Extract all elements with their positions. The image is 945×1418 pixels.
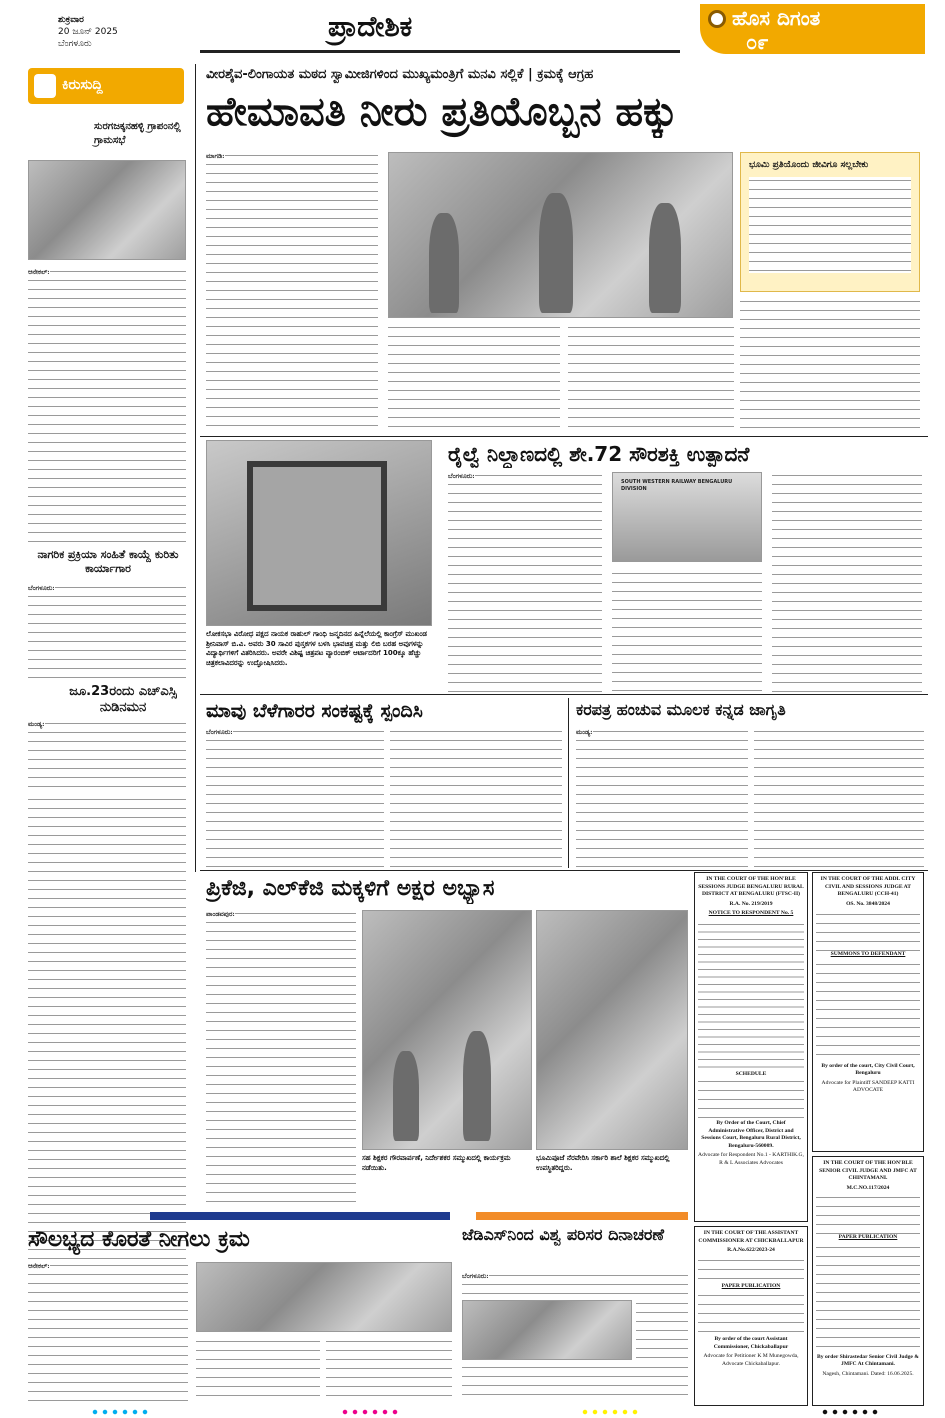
color-bar-blue	[150, 1212, 450, 1220]
railway-caption: ಲೋಕಸಭಾ ವಿರೋಧ ಪಕ್ಷದ ನಾಯಕ ರಾಹುಲ್ ಗಾಂಧಿ ಜನ್ಮದಿನದ ಹಿನ್ನೆಲೆಯಲ್ಲಿ ಕಾಂಗ್ರೆಸ್ ಮುಖಂಡ ಶ್ರೀನಿವಾಸ್ ಬಿ.ವಿ. ಅವರು 30 ಸಾವಿರ ಪುಸ್ತಕಗಳ ಬಳಸಿ ಭಾವಚಿತ್ರ ಮತ್ತು ಲಿಬಿ ಬರಹ ಅವುಗಳನ್ನು ವಿದ್ಯಾರ್ಥಿಗಳಿಗೆ ವಿತರಿಸಿದರು. ಅವರೇ ವಿಶಿಷ್ಟ ಚಿತ್ರಪಟ ವ್ಯಾರಂಬಿಕ್ ಆರ್ಟಾದರಿಗೆ 100ಕ್ಕೂ ಹೆಚ್ಚು ಚಿತ್ರಕಲಾವಿದರನ್ನು ಉದ್ಘೋಷಿಸಿದರು.	[206, 630, 427, 667]
legal1-court: IN THE COURT OF THE HON'BLE SESSIONS JUDGE BENGALURU RURAL DISTRICT AT BENGALURU (FTSC-II)	[698, 876, 804, 897]
legal1-notice: NOTICE TO RESPONDENT No. 5	[708, 910, 794, 916]
kirusuddi-column	[28, 64, 188, 794]
jds-body-top	[462, 1272, 688, 1296]
facility-photo	[196, 1262, 452, 1332]
portrait-artwork-photo	[206, 440, 432, 626]
kirusuddi-item1-body	[28, 268, 186, 542]
facility-headline: ಸೌಲಭ್ಯದ ಕೊರತೆ ನೀಗಲು ಕ್ರಮ	[28, 1227, 250, 1252]
railway-body-col1	[448, 472, 602, 692]
railway-body-col2	[612, 570, 762, 692]
color-bar-orange	[476, 1212, 688, 1220]
registration-marks	[340, 1408, 400, 1416]
logo-text: ಹೊಸ ದಿಗಂತ	[732, 6, 821, 30]
logo-emblem-icon	[708, 10, 726, 28]
legal3-advocate: Advocate for Petitioner K M Munegowda, Advocate Chickaballapur.	[703, 1353, 799, 1367]
lkg-body-col1	[206, 910, 356, 1210]
pointing-hand-icon	[34, 74, 56, 98]
kirusuddi-item3-dateline: ಮಂಡ್ಯ:	[28, 720, 45, 728]
legal2-body1	[816, 911, 920, 951]
lkg-dateline: ಪಾಂಡವಪುರ:	[206, 910, 235, 918]
railway-headline: ರೈಲ್ವೆ ನಿಲ್ದಾಣದಲ್ಲಿ ಶೇ.72 ಸೌರಶಕ್ತಿ ಉತ್ಪಾದನೆ	[448, 442, 750, 466]
divider	[200, 870, 928, 871]
legal1-case: R.A. No. 219/2019	[729, 900, 773, 907]
legal4-title: PAPER PUBLICATION	[838, 1234, 898, 1240]
lkg-photo-left	[362, 910, 532, 1150]
legal2-summons: SUMMONS TO DEFENDANT	[830, 951, 906, 957]
legal1-order: By Order of the Court, Chief Administrative Officer, District and Sessions Court, Bengaluru Rural District, Bengaluru-560009.	[701, 1120, 801, 1149]
lead-headline: ಹೇಮಾವತಿ ನೀರು ಪ್ರತಿಯೊಬ್ಬನ ಹಕ್ಕು	[206, 89, 678, 135]
legal1-advocate: Advocate for Respondent No.1 - KARTHIK.G, R & L Associates Advocates	[698, 1152, 804, 1166]
jds-headline: ಜೆಡಿಎಸ್‌ನಿಂದ ವಿಶ್ವ ಪರಿಸರ ದಿನಾಚರಣೆ	[462, 1225, 664, 1244]
pamphlet-headline: ಕರಪತ್ರ ಹಂಚುವ ಮೂಲಕ ಕನ್ನಡ ಜಾಗೃತಿ	[576, 700, 786, 719]
pamphlet-dateline: ಮಂಡ್ಯ:	[576, 728, 593, 736]
page-number: ೦೯	[746, 30, 769, 54]
registration-marks	[90, 1408, 150, 1416]
kirusuddi-label: ಕಿರುಸುದ್ದಿ	[62, 77, 103, 93]
legal4-body2	[816, 1244, 920, 1354]
legal-notice-3	[694, 1226, 808, 1406]
railway-dateline: ಬೆಂಗಳೂರು:	[448, 472, 475, 480]
kirusuddi-item2-body	[28, 584, 186, 680]
lead-photo	[388, 152, 733, 318]
masthead-city: ಬೆಂಗಳೂರು	[58, 39, 92, 49]
lead-body-col3	[568, 324, 734, 432]
legal4-advocate: Nagesh, Chintamani. Dated: 16.06.2025.	[822, 1370, 914, 1377]
legal2-body2	[816, 961, 920, 1061]
facility-dateline: ಆನೇಕಲ್:	[28, 1262, 50, 1270]
pamphlet-body-col2	[754, 728, 924, 868]
legal3-order: By order of the court Assistant Commissioner, Chickaballapur	[713, 1336, 789, 1350]
lead-body-col4	[740, 298, 920, 432]
legal4-order: By order Shirastedar Senior Civil Judge & JMFC At Chintamani.	[817, 1353, 919, 1367]
legal2-order: By order of the court, City Civil Court, Bengaluru	[821, 1062, 915, 1076]
kirusuddi-item1-title: ಸುರಗಜಕ್ಕನಹಳ್ಳಿ ಗ್ರಾಪಂನಲ್ಲಿ ಗ್ರಾಮಸಭೆ	[94, 121, 181, 146]
lead-body-col1	[206, 152, 378, 432]
facility-body-col1	[28, 1262, 188, 1402]
kirusuddi-item2-title: ನಾಗರಿಕ ಪ್ರಕ್ರಿಯಾ ಸಂಹಿತೆ ಕಾಯ್ದೆ ಕುರಿತು ಕಾರ್ಯಾಗಾರ	[37, 548, 179, 575]
masthead	[0, 0, 945, 58]
registration-marks	[580, 1408, 640, 1416]
mango-headline: ಮಾವು ಬೆಳೆಗಾರರ ಸಂಕಷ್ಟಕ್ಕೆ ಸ್ಪಂದಿಸಿ	[206, 700, 423, 722]
legal-notice-2	[812, 872, 924, 1152]
railway-sign: SOUTH WESTERN RAILWAY BENGALURU DIVISION	[621, 479, 733, 492]
legal4-body1	[816, 1194, 920, 1234]
legal-notice-1	[694, 872, 808, 1222]
section-rule	[200, 50, 680, 53]
kirusuddi-item1-photo	[28, 160, 186, 260]
lkg-photo-right	[536, 910, 688, 1150]
divider	[568, 698, 569, 868]
lead-kicker: ವೀರಶೈವ-ಲಿಂಗಾಯತ ಮಠದ ಸ್ವಾಮೀಜಿಗಳಿಂದ ಮುಖ್ಯಮಂತ್ರಿಗೆ ಮನವಿ ಸಲ್ಲಿಕೆ | ಕ್ರಮಕ್ಕೆ ಆಗ್ರಹ	[206, 67, 594, 82]
masthead-date: 20 ಜೂನ್ 2025	[58, 27, 118, 37]
divider	[200, 436, 928, 437]
legal1-body	[698, 921, 804, 1071]
jds-body-side	[636, 1300, 688, 1360]
mango-body-col1	[206, 728, 384, 868]
masthead-date-block	[58, 14, 148, 50]
divider	[200, 694, 928, 695]
legal2-court: IN THE COURT OF THE ADDL CITY CIVIL AND SESSIONS JUDGE AT BENGALURU (CCH-41)	[820, 876, 916, 897]
lead-sidebar-body	[749, 177, 911, 273]
legal3-case: R.A.No.622/2023-24	[727, 1247, 775, 1253]
legal3-title: PAPER PUBLICATION	[721, 1282, 781, 1289]
jds-body-bottom	[462, 1364, 688, 1402]
left-column-divider	[195, 64, 196, 872]
railway-body-col3	[772, 472, 922, 692]
mango-dateline: ಬೆಂಗಳೂರು:	[206, 728, 233, 736]
legal1-schedule: SCHEDULE	[735, 1070, 767, 1077]
legal4-case: M.C.NO.117/2024	[846, 1184, 890, 1191]
lead-photo-figure	[539, 193, 573, 313]
lkg-headline: ಪ್ರಿಕೆಜಿ, ಎಲ್‌ಕೆಜಿ ಮಕ್ಕಳಿಗೆ ಅಕ್ಷರ ಅಭ್ಯಾಸ	[206, 876, 495, 901]
kirusuddi-item1-dateline: ಆನೇಕಲ್:	[28, 268, 50, 276]
legal4-court: IN THE COURT OF THE HON'BLE SENIOR CIVIL JUDGE AND JMFC AT CHINTAMANI.	[819, 1160, 917, 1181]
kirusuddi-item3-body	[28, 720, 186, 794]
lkg-caption2: ಭೂಮಿಪೂಜೆ ನೆರವೇರಿಸಿ ಸರ್ಕಾರಿ ಶಾಲೆ ಶಿಕ್ಷಕರ ಸಮ್ಮುಖದಲ್ಲಿ ಉಪಸ್ಥಿತರಿದ್ದರು.	[536, 1154, 670, 1172]
legal2-case: OS. No. 3848/2024	[846, 900, 890, 907]
legal-notice-4	[812, 1156, 924, 1406]
jds-dateline: ಬೆಂಗಳೂರು:	[462, 1272, 489, 1280]
facility-body-col3	[326, 1338, 452, 1402]
kirusuddi-item3-title: ಜೂ.23ರಂದು ಎಚ್‌ಎಸ್ಸಿ ನುಡಿನಮನ	[69, 684, 177, 715]
legal1-schedule-body	[698, 1078, 804, 1118]
facility-body-col2	[196, 1338, 320, 1402]
lead-photo-figure	[429, 213, 459, 313]
section-title: ಪ್ರಾದೇಶಿಕ	[328, 10, 413, 43]
legal3-court: IN THE COURT OF THE ASSISTANT COMMISSIONER AT CHICKBALLAPUR	[698, 1230, 804, 1244]
lead-photo-figure	[649, 203, 681, 313]
jds-photo	[462, 1300, 632, 1360]
lkg-photo-figure	[393, 1051, 419, 1141]
lkg-caption1: ಸಹ ಶಿಕ್ಷಕರ ಗೌರವಾರ್ಪಣೆ, ನಿರ್ದೇಶಕರ ಸಮ್ಮುಖದಲ್ಲಿ ಕಾರ್ಯಕ್ರಮ ನಡೆಯಿತು.	[362, 1154, 511, 1172]
lkg-photo-figure	[463, 1031, 491, 1141]
kirusuddi-item2-dateline: ಬೆಂಗಳೂರು:	[28, 584, 55, 592]
kirusuddi-badge	[28, 68, 184, 104]
lead-sidebar-box	[740, 152, 920, 292]
portrait-frame	[247, 461, 387, 611]
legal3-body1	[698, 1257, 804, 1283]
mango-body-col2	[390, 728, 562, 868]
legal3-body2	[698, 1292, 804, 1336]
lead-body-col2	[388, 324, 560, 432]
legal2-advocate: Advocate for Plaintiff SANDEEP KATTI ADVOCATE	[821, 1079, 915, 1093]
railway-photo	[612, 472, 762, 562]
registration-marks	[820, 1408, 880, 1416]
logo-banner	[700, 4, 925, 54]
pamphlet-body-col1	[576, 728, 748, 868]
lead-dateline: ಮಾಗಡಿ:	[206, 152, 225, 160]
masthead-day: ಶುಕ್ರವಾರ	[58, 15, 84, 25]
lead-sidebar-title: ಭೂಮಿ ಪ್ರತಿಯೊಂದು ಜೀವಿಗೂ ಸಲ್ಲಬೇಕು	[749, 160, 869, 170]
